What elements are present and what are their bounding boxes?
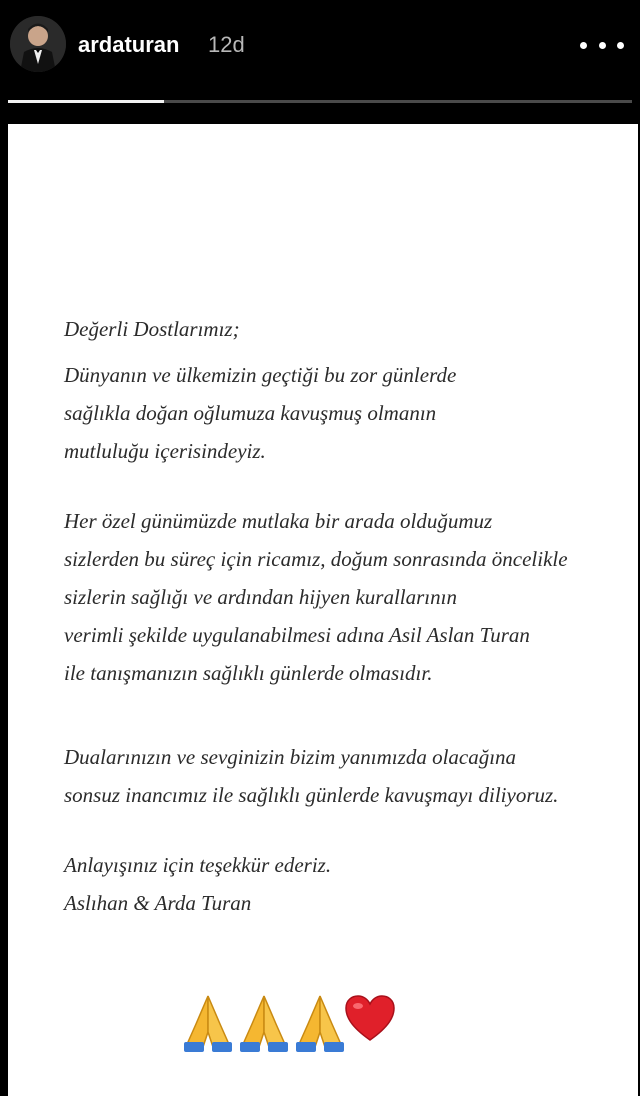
red-heart-icon [344, 994, 396, 1044]
letter-text [64, 310, 634, 922]
letter-line: verimli şekilde uygulanabilmesi adına Asil Aslan Turan [64, 623, 530, 647]
letter-paragraph-1 [64, 356, 634, 470]
dot [599, 42, 606, 49]
dot [617, 42, 624, 49]
letter-line: Dünyanın ve ülkemizin geçtiği bu zor günlerde [64, 363, 457, 387]
folded-hands-icon [236, 992, 292, 1054]
story-progress-fill [8, 100, 164, 103]
letter-paragraph-2 [64, 502, 634, 692]
letter-signature: Aslıhan & Arda Turan [64, 891, 252, 915]
letter-line: Her özel günümüzde mutlaka bir arada olduğumuz [64, 509, 493, 533]
username[interactable]: ardaturan [78, 32, 180, 57]
folded-hands-icon [292, 992, 348, 1054]
letter-closing [64, 846, 634, 922]
letter-line: ile tanışmanızın sağlıklı günlerde olmasıdır. [64, 661, 433, 685]
letter-paragraph-3 [64, 738, 634, 814]
more-horizontal-icon[interactable] [580, 28, 624, 62]
letter-line: mutluluğu içerisindeyiz. [64, 439, 266, 463]
dot [580, 42, 587, 49]
letter-line: sağlıkla doğan oğlumuza kavuşmuş olmanın [64, 401, 437, 425]
story-timestamp: 12d [208, 32, 245, 57]
story-progress-bar [8, 100, 632, 103]
avatar[interactable] [10, 16, 66, 72]
folded-hands-icon [180, 992, 236, 1054]
avatar-icon [10, 16, 66, 72]
letter-line: sizlerden bu süreç için ricamız, doğum sonrasında öncelikle [64, 547, 568, 571]
emoji-row [180, 992, 400, 1062]
letter-line: Dualarınızın ve sevginizin bizim yanımızda olacağına [64, 745, 517, 769]
story-image[interactable] [8, 124, 638, 1096]
letter-line: sonsuz inancımız ile sağlıklı günlerde kavuşmayı diliyoruz. [64, 783, 559, 807]
letter-line: sizlerin sağlığı ve ardından hijyen kurallarının [64, 585, 457, 609]
letter-line: Anlayışınız için teşekkür ederiz. [64, 853, 332, 877]
letter-salutation: Değerli Dostlarımız; [64, 317, 240, 341]
story-header [0, 0, 640, 100]
